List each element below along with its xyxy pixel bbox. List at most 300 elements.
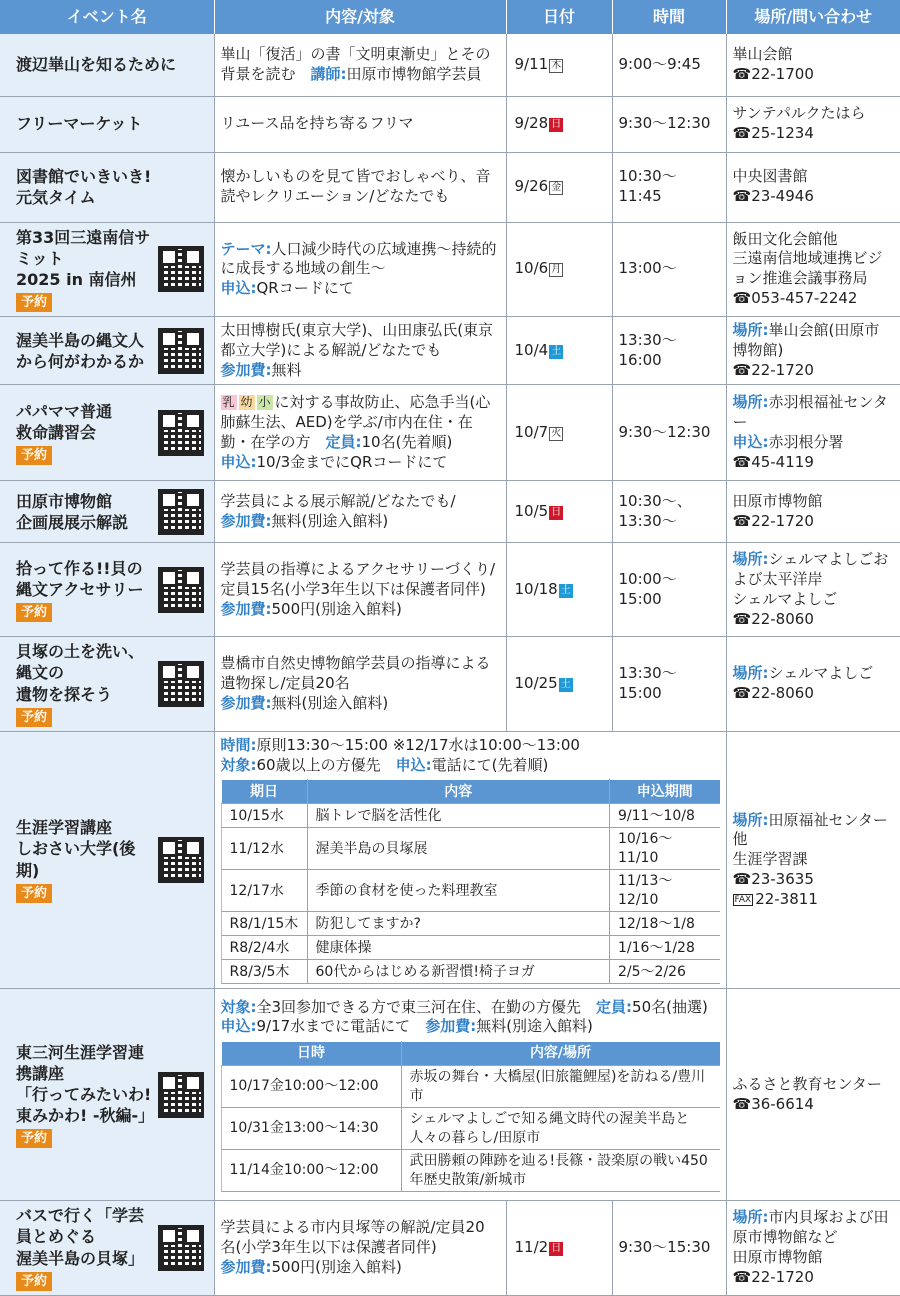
- event-name-cell: [0, 385, 214, 481]
- schedule-cell: 渥美半島の貝塚展: [307, 828, 610, 870]
- text-segment: [733, 361, 895, 381]
- text-segment: [733, 433, 895, 453]
- place-cell: [726, 152, 900, 222]
- event-name-line: 貝塚の土を洗い、縄文の: [16, 642, 145, 683]
- intro-line: [221, 756, 720, 776]
- field-label: 申込:: [395, 755, 432, 774]
- phone-icon: ☎: [732, 869, 752, 888]
- field-text: サンテパルクたはら: [732, 104, 866, 123]
- field-text: 500円(別途入館料): [271, 599, 402, 618]
- field-text: 三遠南信地域連携ビジョン推進会議事務局: [732, 249, 883, 288]
- text-segment: [733, 512, 895, 532]
- field-label: 参加費:: [220, 511, 272, 530]
- field-text: 無料(別途入館料): [271, 694, 389, 713]
- event-name-line: 遺物を探そう: [16, 684, 113, 704]
- schedule-header: 日時: [221, 1042, 401, 1066]
- schedule-cell: 10/15水: [221, 804, 307, 828]
- schedule-row: [221, 1150, 720, 1192]
- text-segment: [733, 550, 895, 590]
- event-name-line: 救命講習会: [16, 422, 97, 442]
- text-segment: [221, 1218, 500, 1258]
- field-label: 場所:: [732, 393, 769, 412]
- event-name: [16, 54, 204, 75]
- schedule-cell: 防犯してますか?: [307, 912, 610, 936]
- phone-icon: ☎: [732, 684, 752, 703]
- field-text: 500円(別途入館料): [271, 1257, 402, 1276]
- table-row: [0, 316, 900, 384]
- event-name-cell: [0, 34, 214, 96]
- target-tag: 乳: [222, 395, 235, 410]
- text-segment: [733, 249, 895, 289]
- time-cell: 13:00～: [612, 222, 726, 316]
- field-label: 申込:: [220, 452, 257, 471]
- qr-code[interactable]: [158, 410, 204, 456]
- field-label: 参加費:: [220, 599, 272, 618]
- field-label: 場所:: [732, 810, 769, 829]
- field-text: 人口減少時代の広域連携～持続的に成長する地域の創生～: [220, 239, 497, 278]
- field-text: 学芸員の指導によるアクセサリーづくり/定員15名(小学3年生以下は保護者同伴): [220, 560, 496, 598]
- field-text: 22-1720: [751, 1267, 814, 1286]
- text-segment: [221, 279, 500, 299]
- text-segment: [221, 600, 500, 620]
- field-label: 場所:: [732, 320, 769, 339]
- field-text: リユース品を持ち寄るフリマ: [220, 114, 414, 133]
- content-cell: [214, 637, 506, 731]
- date-text: 10/7: [514, 422, 549, 441]
- weekday-badge: 日: [551, 506, 562, 518]
- field-text: 飯田文化会館他: [732, 229, 838, 248]
- schedule-table: [221, 779, 720, 984]
- field-text: ふるさと教育センター: [732, 1075, 882, 1094]
- weekday-badge: 土: [551, 345, 562, 357]
- field-text: 23-3635: [751, 869, 814, 888]
- table-row: [0, 222, 900, 316]
- field-text: 学芸員による展示解説/どなたでも/: [220, 492, 456, 511]
- time-cell: 10:30～11:45: [612, 152, 726, 222]
- date-cell: [506, 152, 612, 222]
- reserve-badge: 予約: [16, 708, 52, 727]
- field-label: 講師:: [310, 64, 347, 83]
- schedule-cell: 11/13～12/10: [610, 870, 720, 912]
- target-tag: 小: [258, 395, 271, 410]
- text-segment: [221, 736, 580, 754]
- field-label: 定員:: [596, 997, 633, 1016]
- event-name-line: 第33回三遠南信サミット: [16, 227, 151, 268]
- field-text: 懐かしいものを見て皆でおしゃべり、音読やレクリエーション/どなたでも: [220, 167, 491, 205]
- field-label: 申込:: [220, 1017, 257, 1036]
- field-label: 場所:: [732, 550, 769, 569]
- field-text: 豊橋市自然史博物館学芸員の指導による遺物探し/定員20名: [220, 654, 491, 693]
- event-name: [16, 1205, 152, 1290]
- text-segment: [733, 890, 895, 910]
- schedule-cell: 10/31金13:00～14:30: [221, 1108, 401, 1150]
- reserve-badge: 予約: [16, 293, 52, 312]
- event-name-cell: [0, 543, 214, 637]
- content-cell: [214, 731, 726, 988]
- schedule-cell: 健康体操: [307, 936, 610, 960]
- text-segment: [221, 1258, 500, 1278]
- field-label: 定員:: [325, 432, 362, 451]
- schedule-header: 内容/場所: [401, 1042, 720, 1066]
- event-name-line: 拾って作る!!貝の: [16, 558, 143, 578]
- schedule-cell: 9/11～10/8: [610, 804, 720, 828]
- table-row: [0, 152, 900, 222]
- phone-icon: ☎: [732, 511, 752, 530]
- table-row: [0, 481, 900, 543]
- event-name: [16, 113, 204, 134]
- field-text: 50名(抽選): [632, 997, 708, 1016]
- place-cell: [726, 96, 900, 152]
- table-row: [0, 96, 900, 152]
- text-segment: [221, 998, 597, 1016]
- text-segment: [221, 167, 491, 205]
- time-cell: 9:30～12:30: [612, 385, 726, 481]
- schedule-cell: 季節の食材を使った料理教室: [307, 870, 610, 912]
- field-text: 9/17水までに電話にて: [256, 1017, 426, 1036]
- content-cell: [214, 385, 506, 481]
- qr-code[interactable]: [158, 567, 204, 613]
- date-cell: [506, 637, 612, 731]
- place-cell: [726, 222, 900, 316]
- content-cell: [214, 1201, 506, 1295]
- date-cell: [506, 385, 612, 481]
- schedule-cell: 11/12水: [221, 828, 307, 870]
- schedule-row: [221, 912, 720, 936]
- event-name: [16, 166, 204, 208]
- text-segment: [396, 756, 549, 774]
- field-text: 22-1700: [751, 64, 814, 83]
- weekday-badge: 金: [551, 182, 562, 194]
- event-name: [16, 641, 152, 726]
- event-name: [16, 491, 152, 533]
- text-segment: [596, 998, 708, 1016]
- content-cell: [214, 989, 726, 1201]
- place-cell: [726, 731, 900, 988]
- field-text: 赤羽根福祉センター: [732, 393, 888, 432]
- field-text: 赤羽根分署: [768, 432, 844, 451]
- qr-code[interactable]: [158, 661, 204, 707]
- date-cell: [506, 96, 612, 152]
- reserve-badge: 予約: [16, 446, 52, 465]
- text-segment: [733, 492, 895, 512]
- event-name: [16, 1042, 155, 1149]
- date-cell: [506, 316, 612, 384]
- header-content: 内容/対象: [214, 0, 506, 34]
- weekday-badge: 火: [551, 427, 562, 439]
- event-name-line: 東三河生涯学習連携講座: [16, 1042, 145, 1083]
- phone-icon: ☎: [732, 609, 752, 628]
- intro-line: [221, 1017, 720, 1037]
- text-segment: [733, 187, 895, 207]
- table-row: [0, 543, 900, 637]
- event-name-cell: [0, 222, 214, 316]
- event-name-line: バスで行く「学芸員とめぐる: [16, 1206, 145, 1247]
- text-segment: [733, 870, 895, 890]
- text-segment: [326, 433, 453, 451]
- text-segment: [221, 321, 500, 361]
- field-label: 参加費:: [425, 1017, 477, 1036]
- place-cell: [726, 481, 900, 543]
- field-label: 場所:: [732, 1208, 769, 1227]
- event-name: [16, 558, 152, 622]
- content-cell: [214, 316, 506, 384]
- place-cell: [726, 543, 900, 637]
- content-cell: [214, 222, 506, 316]
- schedule-header-row: [221, 780, 720, 804]
- weekday-badge: 日: [551, 119, 562, 131]
- text-segment: [221, 240, 500, 280]
- qr-code[interactable]: [158, 328, 204, 374]
- field-text: 25-1234: [751, 124, 814, 142]
- date-cell: [506, 222, 612, 316]
- field-label: テーマ:: [220, 239, 272, 258]
- schedule-row: [221, 960, 720, 984]
- event-name-line: 企画展展示解説: [16, 512, 129, 532]
- reserve-badge: 予約: [16, 1272, 52, 1291]
- text-segment: [221, 492, 500, 512]
- content-cell: [214, 96, 506, 152]
- field-text: 崋山会館: [732, 44, 793, 63]
- field-text: 市内貝塚および田原市博物館など: [732, 1208, 889, 1247]
- intro-line: [221, 998, 720, 1018]
- weekday-badge: 日: [551, 1243, 562, 1255]
- time-cell: 10:30～、13:30～: [612, 481, 726, 543]
- schedule-header: 期日: [221, 780, 307, 804]
- text-segment: [733, 590, 895, 610]
- text-segment: [733, 1268, 895, 1288]
- date-cell: [506, 1201, 612, 1295]
- table-row: [0, 989, 900, 1201]
- header-row: [0, 0, 900, 34]
- event-name-line: 「行ってみたいわ!: [16, 1084, 152, 1104]
- text-segment: [733, 453, 895, 473]
- field-text: 生涯学習課: [732, 850, 808, 869]
- date-text: 10/25: [514, 674, 558, 693]
- date-text: 10/18: [514, 579, 558, 598]
- intro-line: [221, 736, 720, 756]
- text-segment: [221, 361, 500, 381]
- date-text: 9/26: [514, 177, 549, 196]
- field-text: 全3回参加できる方で東三河在住、在勤の方優先: [256, 997, 597, 1016]
- event-name-line: 田原市博物館: [16, 491, 113, 511]
- schedule-cell: 1/16～1/28: [610, 936, 720, 960]
- qr-code[interactable]: [158, 246, 204, 292]
- event-name-line: しおさい大学(後期): [16, 839, 136, 880]
- qr-code[interactable]: [158, 1225, 204, 1271]
- time-cell: 9:00～9:45: [612, 34, 726, 96]
- field-text: 田原福祉センター他: [732, 810, 888, 849]
- header-time: 時間: [612, 0, 726, 34]
- phone-icon: ☎: [732, 187, 752, 205]
- schedule-cell: 12/18～1/8: [610, 912, 720, 936]
- time-cell: 9:30～12:30: [612, 96, 726, 152]
- field-label: 参加費:: [220, 694, 272, 713]
- text-segment: [733, 1075, 895, 1095]
- schedule-cell: 12/17水: [221, 870, 307, 912]
- schedule-cell: R8/1/15木: [221, 912, 307, 936]
- event-name: [16, 227, 152, 312]
- field-text: 60歳以上の方優先: [256, 755, 396, 774]
- field-text: 22-3811: [755, 889, 818, 908]
- place-cell: [726, 989, 900, 1201]
- date-text: 9/11: [514, 54, 549, 73]
- text-segment: [221, 560, 500, 600]
- schedule-cell: 2/5～2/26: [610, 960, 720, 984]
- field-text: 崋山「復活」の書「文明東漸史」とその背景を読む: [220, 44, 491, 83]
- field-text: 崋山会館(田原市博物館): [732, 320, 880, 359]
- date-text: 9/28: [514, 114, 549, 133]
- schedule-cell: シェルマよしごで知る縄文時代の渥美半島と人々の暮らし/田原市: [401, 1108, 720, 1150]
- field-text: 36-6614: [751, 1094, 814, 1113]
- schedule-cell: 10/16～11/10: [610, 828, 720, 870]
- text-segment: [733, 230, 895, 250]
- date-cell: [506, 34, 612, 96]
- event-name-cell: [0, 1201, 214, 1295]
- schedule-table: [221, 1041, 720, 1192]
- event-name-line: 生涯学習講座: [16, 818, 113, 838]
- schedule-cell: 11/14金10:00～12:00: [221, 1150, 401, 1192]
- field-label: 場所:: [732, 664, 769, 683]
- text-segment: [733, 45, 895, 65]
- event-name-line: 元気タイム: [16, 188, 96, 207]
- place-cell: [726, 637, 900, 731]
- schedule-row: [221, 828, 720, 870]
- field-text: 中央図書館: [732, 167, 808, 186]
- schedule-cell: R8/2/4水: [221, 936, 307, 960]
- text-segment: [733, 850, 895, 870]
- text-segment: [221, 694, 500, 714]
- place-cell: [726, 385, 900, 481]
- field-text: 学芸員による市内貝塚等の解説/定員20名(小学3年生以下は保護者同伴): [220, 1218, 485, 1257]
- qr-code[interactable]: [158, 1072, 204, 1118]
- header-place: 場所/問い合わせ: [726, 0, 900, 34]
- field-text: 電話にて(先着順): [431, 755, 549, 774]
- phone-icon: ☎: [732, 124, 752, 142]
- field-text: 053-457-2242: [751, 289, 858, 308]
- qr-code[interactable]: [158, 837, 204, 883]
- content-cell: [214, 152, 506, 222]
- qr-code[interactable]: [158, 489, 204, 535]
- field-text: 23-4946: [751, 187, 814, 205]
- text-segment: [733, 65, 895, 85]
- field-text: シェルマよしご: [768, 664, 874, 683]
- text-segment: [221, 114, 414, 132]
- date-cell: [506, 481, 612, 543]
- field-label: 対象:: [220, 997, 257, 1016]
- field-text: QRコードにて: [256, 279, 354, 298]
- field-text: シェルマよしご: [732, 589, 838, 608]
- content-cell: [214, 481, 506, 543]
- event-name: [16, 330, 152, 372]
- field-text: シェルマよしごおよび太平洋岸: [732, 550, 889, 589]
- weekday-badge: 月: [551, 264, 562, 276]
- fax-icon: FAX: [734, 894, 752, 905]
- text-segment: [733, 664, 895, 684]
- field-text: 22-1720: [751, 511, 814, 530]
- field-label: 対象:: [220, 755, 257, 774]
- field-label: 時間:: [220, 735, 257, 754]
- event-name-cell: [0, 731, 214, 988]
- event-name-cell: [0, 316, 214, 384]
- phone-icon: ☎: [732, 452, 752, 471]
- schedule-header: 内容: [307, 780, 610, 804]
- phone-icon: ☎: [732, 360, 752, 379]
- table-row: [0, 34, 900, 96]
- field-text: 22-1720: [751, 360, 814, 379]
- field-text: 45-4119: [751, 452, 814, 471]
- schedule-header-row: [221, 1042, 720, 1066]
- text-segment: [733, 104, 895, 124]
- field-text: 田原市博物館: [732, 1248, 823, 1267]
- event-name-line: 2025 in 南信州: [16, 269, 137, 289]
- text-segment: [733, 321, 895, 361]
- schedule-row: [221, 1108, 720, 1150]
- field-text: 田原市博物館: [732, 492, 823, 511]
- event-name: [16, 401, 152, 465]
- table-row: [0, 731, 900, 988]
- schedule-cell: 武田勝頼の陣跡を辿る!長篠・設楽原の戦い450年歴史散策/新城市: [401, 1150, 720, 1192]
- phone-icon: ☎: [732, 1267, 752, 1286]
- date-cell: [506, 543, 612, 637]
- reserve-badge: 予約: [16, 884, 52, 903]
- field-text: 22-8060: [751, 684, 814, 703]
- time-cell: 9:30～15:30: [612, 1201, 726, 1295]
- event-name-line: 渥美半島の貝塚」: [16, 1248, 145, 1268]
- text-segment: [733, 167, 895, 187]
- text-segment: [425, 1017, 593, 1035]
- text-segment: [221, 1017, 426, 1035]
- field-text: 無料(別途入館料): [476, 1017, 593, 1036]
- field-text: 原則13:30～15:00 ※12/17水は10:00～13:00: [256, 735, 580, 754]
- text-segment: [311, 65, 482, 83]
- place-cell: [726, 34, 900, 96]
- weekday-badge: 木: [551, 59, 562, 71]
- schedule-cell: 60代からはじめる新習慣!椅子ヨガ: [307, 960, 610, 984]
- text-segment: [733, 124, 895, 144]
- field-text: 太田博樹氏(東京大学)、山田康弘氏(東京都立大学)による解説/どなたでも: [220, 320, 494, 359]
- schedule-cell: R8/3/5木: [221, 960, 307, 984]
- date-text: 10/5: [514, 501, 549, 520]
- phone-icon: ☎: [732, 289, 752, 308]
- field-text: 22-8060: [751, 609, 814, 628]
- field-text: 田原市博物館学芸員: [346, 64, 482, 83]
- event-name-cell: [0, 637, 214, 731]
- date-text: 11/2: [514, 1238, 549, 1257]
- event-name-cell: [0, 96, 214, 152]
- reserve-badge: 予約: [16, 603, 52, 622]
- field-text: 無料(別途入館料): [271, 511, 389, 530]
- date-text: 10/4: [514, 340, 549, 359]
- reserve-badge: 予約: [16, 1129, 52, 1148]
- field-label: 参加費:: [220, 360, 272, 379]
- event-name: [16, 817, 152, 902]
- field-text: 10/3金までにQRコードにて: [256, 452, 448, 471]
- field-text: 無料: [271, 360, 302, 379]
- time-cell: 13:30～16:00: [612, 316, 726, 384]
- weekday-badge: 土: [560, 679, 571, 691]
- text-segment: [733, 610, 895, 630]
- event-name-line: フリーマーケット: [16, 114, 143, 134]
- event-name-line: 渥美半島の縄文人: [16, 330, 145, 350]
- schedule-row: [221, 936, 720, 960]
- text-segment: [221, 512, 500, 532]
- time-cell: 10:00～15:00: [612, 543, 726, 637]
- text-segment: [733, 811, 895, 851]
- schedule-row: [221, 870, 720, 912]
- schedule-cell: 脳トレで脳を活性化: [307, 804, 610, 828]
- text-segment: [733, 1208, 895, 1248]
- event-name-line: 縄文アクセサリー: [16, 579, 144, 599]
